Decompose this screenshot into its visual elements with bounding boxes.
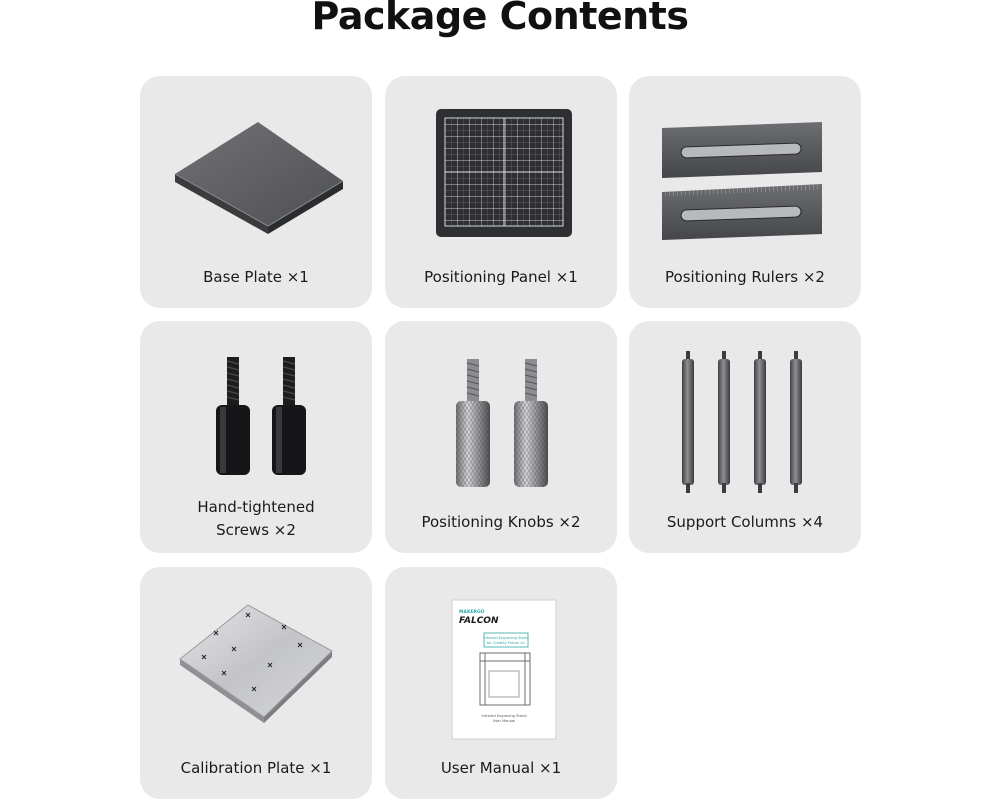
positioning-knobs-icon — [385, 321, 617, 501]
item-label-line: Hand-tightened — [197, 498, 315, 516]
support-columns-icon — [629, 321, 861, 501]
item-label-line: Screws ×2 — [216, 521, 296, 539]
item-card-user-manual — [385, 567, 617, 799]
item-card-positioning-rulers — [629, 76, 861, 308]
item-label: Support Columns ×4 — [666, 513, 824, 531]
positioning-panel-icon — [385, 76, 617, 266]
item-label: Positioning Knobs ×2 — [421, 513, 581, 531]
base-plate-icon — [140, 76, 372, 266]
calibration-plate-icon — [140, 567, 372, 757]
item-card-support-columns — [629, 321, 861, 553]
positioning-rulers-icon — [629, 76, 861, 266]
item-label — [140, 496, 372, 542]
manual-brand: FALCON — [459, 616, 499, 626]
item-card-positioning-panel — [385, 76, 617, 308]
item-card-calibration-plate — [140, 567, 372, 799]
item-card-positioning-knobs — [385, 321, 617, 553]
item-label: Positioning Rulers ×2 — [665, 268, 825, 286]
manual-teal-line: for Creality Falcon A1 — [486, 641, 526, 645]
manual-footer-line: Infrared Engraving Stand — [481, 714, 527, 718]
manual-footer-line: User Manual — [492, 719, 516, 723]
user-manual-icon — [385, 567, 617, 757]
manual-teal-line: Infrared Engraving Stand — [483, 636, 529, 640]
manual-brand-small: MAKERGO — [459, 610, 485, 615]
hand-tightened-screws-icon — [140, 321, 372, 496]
item-card-base-plate — [140, 76, 372, 308]
item-label: User Manual ×1 — [440, 759, 562, 777]
item-card-hand-tightened-screws — [140, 321, 372, 553]
item-label: Calibration Plate ×1 — [180, 759, 332, 777]
item-label: Base Plate ×1 — [203, 268, 309, 286]
page-title: Package Contents — [311, 0, 689, 38]
item-label: Positioning Panel ×1 — [424, 268, 578, 286]
